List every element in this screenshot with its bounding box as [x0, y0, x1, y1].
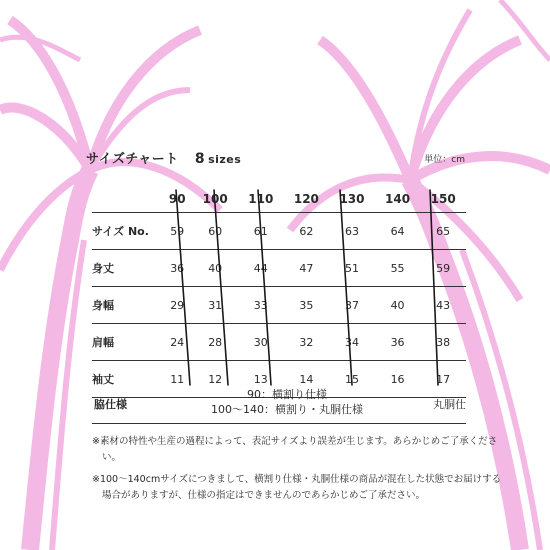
- table-cell: 63: [329, 213, 375, 250]
- header-corner: [92, 186, 162, 213]
- table-row: [92, 324, 466, 361]
- table-cell: 13: [238, 361, 284, 398]
- table-cell: 34: [329, 324, 375, 361]
- table-cell: 44: [238, 250, 284, 287]
- table-cell: 32: [284, 324, 330, 361]
- table-cell: 40: [192, 250, 238, 287]
- size-header: 140: [375, 186, 421, 213]
- table-cell: 37: [329, 287, 375, 324]
- table-cell: 47: [284, 250, 330, 287]
- size-header: 150: [420, 186, 466, 213]
- title-text: サイズチャート: [86, 152, 179, 167]
- table-cell: 35: [284, 287, 330, 324]
- table-cell: 60: [192, 213, 238, 250]
- table-cell: 28: [192, 324, 238, 361]
- table-cell: 16: [375, 361, 421, 398]
- table-cell: 11: [162, 361, 192, 398]
- size-header-row: [92, 186, 466, 213]
- row-label: 肩幅: [92, 324, 162, 361]
- table-row: [92, 287, 466, 324]
- size-word: sizes: [208, 153, 242, 166]
- side-seam-line-2: 100～140：横割り・丸胴仕様: [211, 403, 363, 416]
- table-cell: 65: [420, 213, 466, 250]
- table-cell: 43: [420, 287, 466, 324]
- side-seam-label: 脇仕様: [94, 398, 127, 411]
- size-header: 90: [162, 186, 192, 213]
- note-item: ※100～140cmサイズにつきまして、横割り仕様・丸胴仕様の商品が混在した状態でお届けする場合がありますが、仕様の指定はできませんのであらかじめご了承ださい。: [92, 474, 502, 501]
- table-cell: 15: [329, 361, 375, 398]
- size-table: [92, 186, 466, 398]
- unit-label: 単位：cm: [424, 155, 465, 165]
- table-cell: 31: [192, 287, 238, 324]
- table-cell: 36: [375, 324, 421, 361]
- table-cell: 59: [162, 213, 192, 250]
- side-seam-line-1: 90：横割り仕様: [247, 388, 327, 401]
- table-cell: 38: [420, 324, 466, 361]
- table-cell: 51: [329, 250, 375, 287]
- table-cell: 24: [162, 324, 192, 361]
- row-label: 身幅: [92, 287, 162, 324]
- notes: [92, 434, 502, 510]
- size-header: 110: [238, 186, 284, 213]
- table-cell: 62: [284, 213, 330, 250]
- table-cell: 64: [375, 213, 421, 250]
- size-count: 8: [194, 151, 206, 167]
- table-cell: 36: [162, 250, 192, 287]
- table-cell: 40: [375, 287, 421, 324]
- side-seam-spec-row: [92, 383, 466, 424]
- size-header: 130: [329, 186, 375, 213]
- note-item: ※素材の特性や生産の過程によって、表記サイズより誤差が生じます。あらかじめご了承ください。: [92, 436, 498, 463]
- size-header: 100: [192, 186, 238, 213]
- table-row: [92, 250, 466, 287]
- table-cell: 17: [420, 361, 466, 398]
- side-seam-right: 丸胴仕: [433, 398, 466, 411]
- row-label: サイズ No.: [92, 213, 162, 250]
- table-cell: 55: [375, 250, 421, 287]
- table-row: [92, 213, 466, 250]
- table-cell: 61: [238, 213, 284, 250]
- row-label: 身丈: [92, 250, 162, 287]
- table-cell: 29: [162, 287, 192, 324]
- table-cell: 30: [238, 324, 284, 361]
- side-seam-spec: [187, 387, 387, 417]
- table-cell: 12: [192, 361, 238, 398]
- table-cell: 14: [284, 361, 330, 398]
- chart-title: [86, 148, 241, 167]
- row-label: 袖丈: [92, 361, 162, 398]
- size-header: 120: [284, 186, 330, 213]
- table-cell: 59: [420, 250, 466, 287]
- table-cell: 33: [238, 287, 284, 324]
